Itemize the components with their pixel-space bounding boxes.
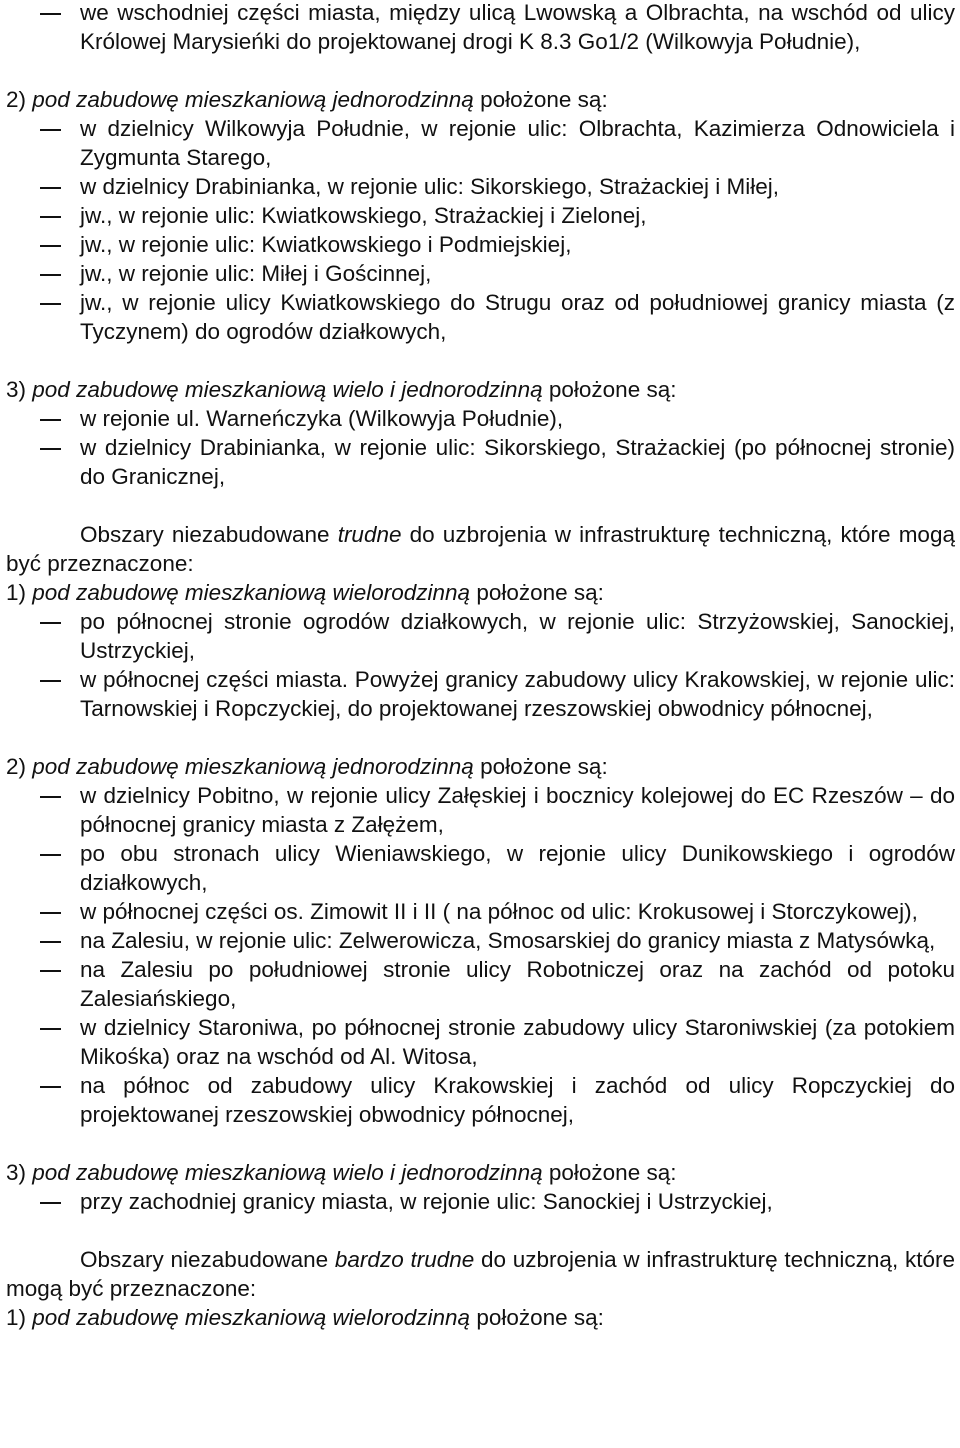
spacer <box>0 346 960 375</box>
list-item: w dzielnicy Drabinianka, w rejonie ulic: Sikorskiego, Strażackiej (po północnej stronie) do Granicznej, <box>0 433 960 491</box>
heading-number: 2) <box>6 87 27 112</box>
heading-number: 2) <box>6 754 27 779</box>
intro-text-a: Obszary niezabudowane <box>80 522 330 547</box>
list-item: na Zalesiu po południowej stronie ulicy Robotniczej oraz na zachód od potoku Zalesiańskiego, <box>0 955 960 1013</box>
heading-number: 3) <box>6 377 27 402</box>
intro-text-b: do uzbrojenia w infrastrukturę techniczną, które mogą być przeznaczone: <box>6 1247 955 1301</box>
list-item: w dzielnicy Staroniwa, po północnej stronie zabudowy ulicy Staroniwskiej (za potokiem Mikośka) oraz na wschód od Al. Witosa, <box>0 1013 960 1071</box>
heading-number: 3) <box>6 1160 27 1185</box>
heading-italic: pod zabudowę mieszkaniową jednorodzinną <box>32 754 474 779</box>
section-heading <box>0 1303 960 1332</box>
heading-rest: położone są: <box>548 1160 677 1185</box>
list-item: w dzielnicy Drabinianka, w rejonie ulic: Sikorskiego, Strażackiej i Miłej, <box>0 172 960 201</box>
spacer <box>0 1129 960 1158</box>
intro-italic: trudne <box>337 522 402 547</box>
heading-italic: pod zabudowę mieszkaniową wielorodzinną <box>32 1305 471 1330</box>
list-item: jw., w rejonie ulic: Kwiatkowskiego i Podmiejskiej, <box>0 230 960 259</box>
heading-number: 1) <box>6 580 27 605</box>
intro-paragraph <box>0 520 960 578</box>
intro-paragraph <box>0 1245 960 1303</box>
spacer <box>0 1216 960 1245</box>
list-item: przy zachodniej granicy miasta, w rejonie ulic: Sanockiej i Ustrzyckiej, <box>0 1187 960 1216</box>
list-item: po obu stronach ulicy Wieniawskiego, w rejonie ulicy Dunikowskiego i ogrodów działkowych, <box>0 839 960 897</box>
list-item: w północnej części os. Zimowit II i II ( na północ od ulic: Krokusowej i Storczykowej), <box>0 897 960 926</box>
heading-number: 1) <box>6 1305 27 1330</box>
list-item: na Zalesiu, w rejonie ulic: Zelwerowicza, Smosarskiej do granicy miasta z Matysówką, <box>0 926 960 955</box>
heading-rest: położone są: <box>476 1305 604 1330</box>
heading-rest: położone są: <box>480 87 608 112</box>
list-item: na północ od zabudowy ulicy Krakowskiej i zachód od ulicy Ropczyckiej do projektowanej rzeszowskiej obwodnicy północnej, <box>0 1071 960 1129</box>
section-heading <box>0 375 960 404</box>
spacer <box>0 723 960 752</box>
section-heading <box>0 1158 960 1187</box>
intro-text-b: do uzbrojenia w infrastrukturę techniczną, które mogą być przeznaczone: <box>6 522 955 576</box>
list-item: we wschodniej części miasta, między ulicą Lwowską a Olbrachta, na wschód od ulicy Królowej Marysieńki do projektowanej drogi K 8.3 Go1/2 (Wilkowyja Południe), <box>0 0 960 56</box>
section-heading <box>0 85 960 114</box>
list-item: w północnej części miasta. Powyżej granicy zabudowy ulicy Krakowskiej, w rejonie ulic: Tarnowskiej i Ropczyckiej, do projektowanej rzeszowskiej obwodnicy północnej, <box>0 665 960 723</box>
list-item: w dzielnicy Wilkowyja Południe, w rejonie ulic: Olbrachta, Kazimierza Odnowiciela i Zygmunta Starego, <box>0 114 960 172</box>
heading-italic: pod zabudowę mieszkaniową wielo i jednorodzinną <box>32 377 543 402</box>
intro-italic: bardzo trudne <box>334 1247 475 1272</box>
heading-rest: położone są: <box>476 580 604 605</box>
section-heading <box>0 578 960 607</box>
spacer <box>0 491 960 520</box>
list-item: w rejonie ul. Warneńczyka (Wilkowyja Południe), <box>0 404 960 433</box>
heading-italic: pod zabudowę mieszkaniową jednorodzinną <box>32 87 474 112</box>
list-item: jw., w rejonie ulicy Kwiatkowskiego do Strugu oraz od południowej granicy miasta (z Tyczynem) do ogrodów działkowych, <box>0 288 960 346</box>
heading-italic: pod zabudowę mieszkaniową wielo i jednorodzinną <box>32 1160 543 1185</box>
list-item: w dzielnicy Pobitno, w rejonie ulicy Załęskiej i bocznicy kolejowej do EC Rzeszów – do północnej granicy miasta z Załężem, <box>0 781 960 839</box>
intro-text-a: Obszary niezabudowane <box>80 1247 329 1272</box>
list-item: jw., w rejonie ulic: Miłej i Gościnnej, <box>0 259 960 288</box>
list-item: po północnej stronie ogrodów działkowych, w rejonie ulic: Strzyżowskiej, Sanockiej, Ustrzyckiej, <box>0 607 960 665</box>
heading-rest: położone są: <box>480 754 608 779</box>
spacer <box>0 56 960 85</box>
heading-rest: położone są: <box>548 377 677 402</box>
heading-italic: pod zabudowę mieszkaniową wielorodzinną <box>32 580 471 605</box>
list-item: jw., w rejonie ulic: Kwiatkowskiego, Strażackiej i Zielonej, <box>0 201 960 230</box>
section-heading <box>0 752 960 781</box>
